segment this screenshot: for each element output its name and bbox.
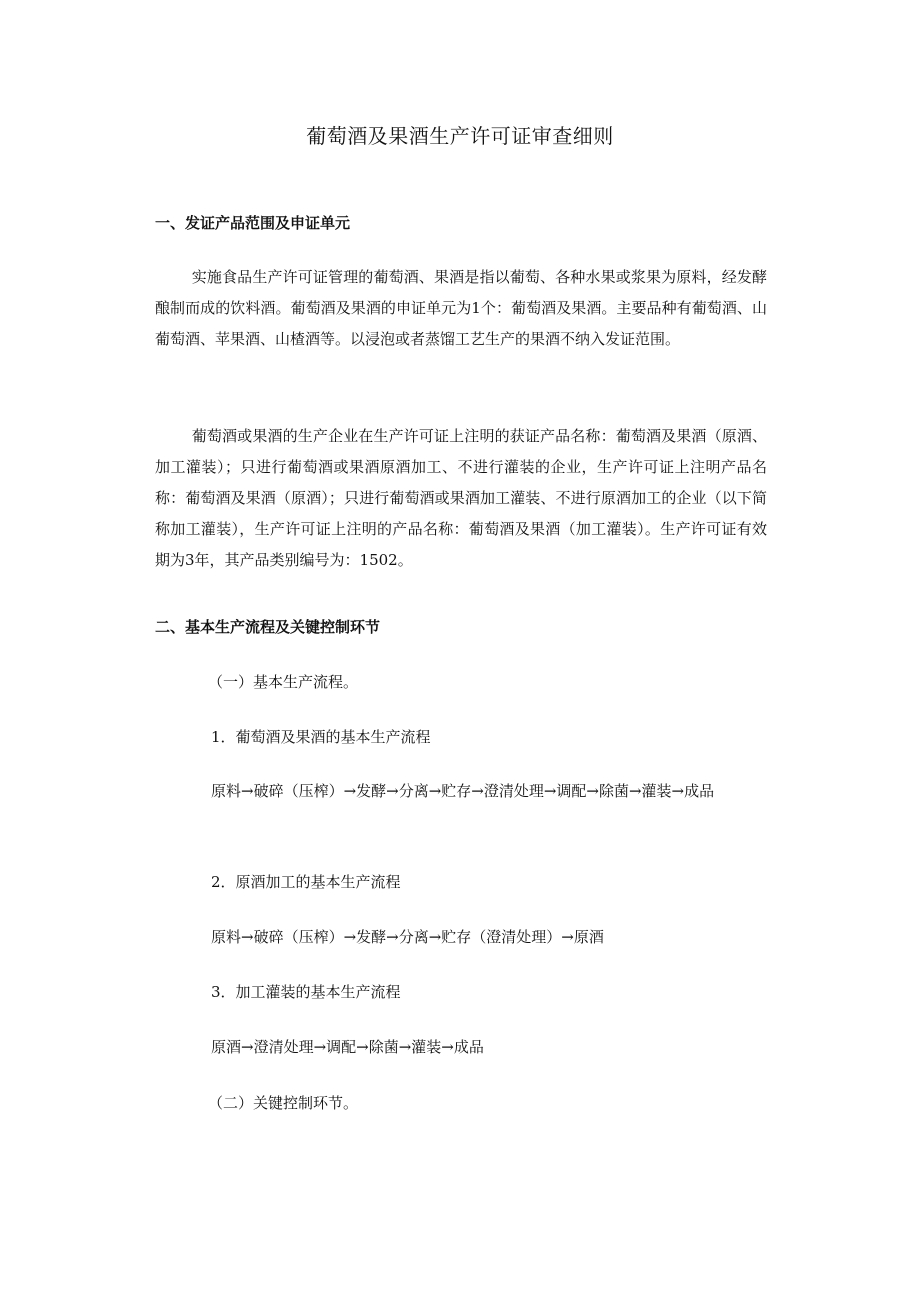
flow-1-title: 1．葡萄酒及果酒的基本生产流程	[211, 728, 431, 746]
flow-3-steps: 原酒→澄清处理→调配→除菌→灌装→成品	[211, 1038, 484, 1056]
flow-2-title: 2．原酒加工的基本生产流程	[211, 873, 401, 891]
subsection-basic-flow-heading: （一）基本生产流程。	[208, 673, 359, 691]
flow-2-steps: 原料→破碎（压榨）→发酵→分离→贮存（澄清处理）→原酒	[211, 928, 604, 946]
section-1-heading: 一、发证产品范围及申证单元	[155, 214, 351, 232]
subsection-key-control-heading: （二）关键控制环节。	[208, 1094, 359, 1112]
document-title: 葡萄酒及果酒生产许可证审查细则	[306, 124, 614, 148]
section-1-paragraph-2: 葡萄酒或果酒的生产企业在生产许可证上注明的获证产品名称：葡萄酒及果酒（原酒、加工灌装）；只进行葡萄酒或果酒原酒加工、不进行灌装的企业，生产许可证上注明产品名称：葡萄酒及果酒（原酒）；只进行葡萄酒或果酒加工灌装、不进行原酒加工的企业（以下简称加工灌装），生产许可证上注明的产品名称：葡萄酒及果酒（加工灌装）。生产许可证有效期为3年，其产品类别编号为：1502。	[155, 427, 767, 569]
flow-1-steps: 原料→破碎（压榨）→发酵→分离→贮存→澄清处理→调配→除菌→灌装→成品	[211, 782, 715, 800]
section-2-heading: 二、基本生产流程及关键控制环节	[155, 618, 381, 636]
section-1-paragraph-1: 实施食品生产许可证管理的葡萄酒、果酒是指以葡萄、各种水果或浆果为原料，经发酵酿制而成的饮料酒。葡萄酒及果酒的申证单元为1个：葡萄酒及果酒。主要品种有葡萄酒、山葡萄酒、苹果酒、山楂酒等。以浸泡或者蒸馏工艺生产的果酒不纳入发证范围。	[155, 268, 767, 348]
flow-3-title: 3．加工灌装的基本生产流程	[211, 983, 401, 1001]
